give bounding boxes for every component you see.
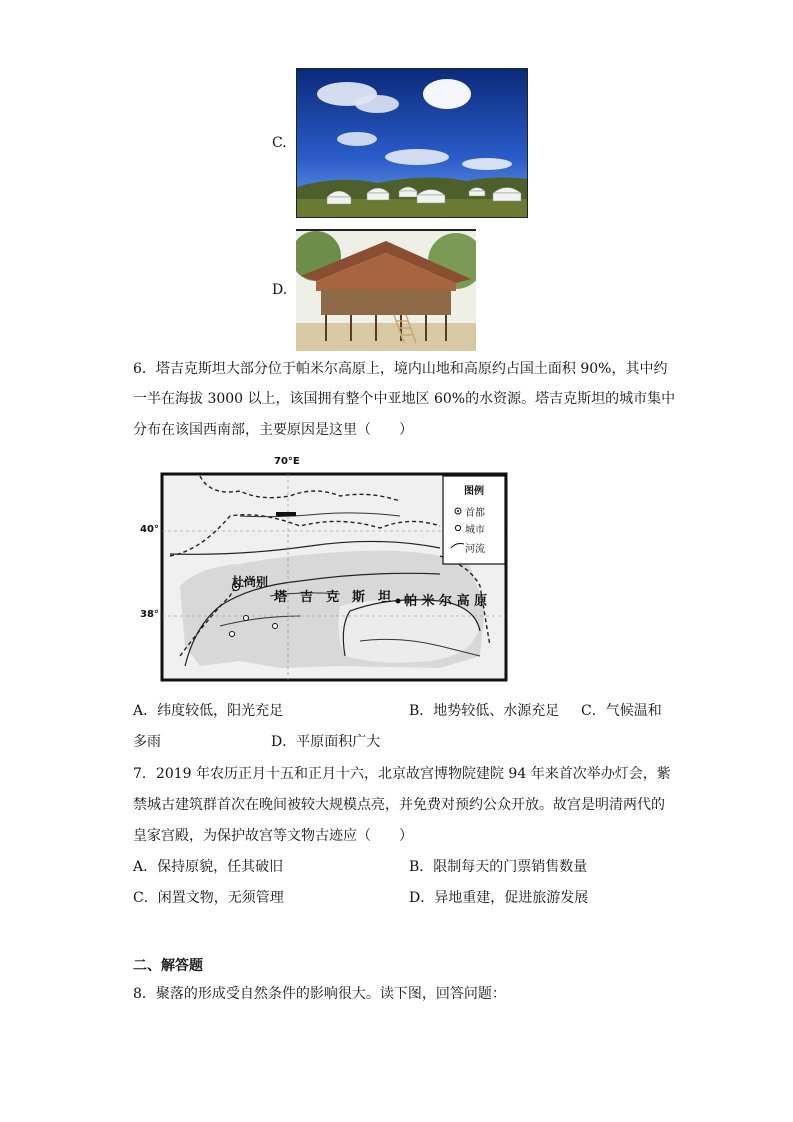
q7-option-c: C．闲置文物，无须管理	[133, 890, 284, 906]
option-c-label: C.	[272, 135, 287, 151]
capital-name: 杜尚别	[232, 575, 269, 589]
legend-city: 城市	[465, 525, 485, 536]
q6-line2: 一半在海拔 3000 以上，该国拥有整个中亚地区 60%的水资源。塔吉克斯坦的城市集中	[133, 391, 676, 407]
q6-option-c-part1: C．气候温和	[581, 703, 662, 719]
q8-text: 8．聚落的形成受自然条件的影响很大。读下图，回答问题：	[133, 986, 506, 1002]
q6-option-d: D．平原面积广大	[271, 734, 381, 750]
q6-option-c-part2: 多雨	[133, 734, 161, 750]
q7-line2: 禁城古建筑群首次在晚间被较大规模点亮，并免费对预约公众开放。故宫是明清两代的	[133, 797, 665, 813]
q7-line1: 7．2019 年农历正月十五和正月十六，北京故宫博物院建院 94 年来首次举办灯会，紫	[133, 766, 671, 782]
map-lat40-label: 40°	[140, 524, 159, 535]
country-name: 塔 吉 克 斯 坦	[274, 590, 392, 605]
yurts-photo	[296, 68, 528, 218]
legend-title: 图例	[464, 486, 484, 497]
q6-line1: 6．塔吉克斯坦大部分位于帕米尔高原上，境内山地和高原约占国土面积 90%，其中约	[133, 361, 668, 377]
q7-option-d: D．异地重建，促进旅游发展	[409, 890, 589, 906]
q7-line3: 皇家宫殿，为保护故宫等文物古迹应（ ）	[133, 828, 413, 844]
tajikistan-map	[140, 456, 510, 684]
map-lon-label: 70°E	[274, 456, 300, 467]
q6-option-a: A．纬度较低，阳光充足	[133, 703, 284, 719]
stilt-house-photo	[296, 229, 476, 351]
map-lat38-label: 38°	[140, 609, 159, 620]
option-d-label: D.	[272, 282, 288, 298]
q7-option-a: A．保持原貌，任其破旧	[133, 859, 284, 875]
q6-option-b: B．地势较低、水源充足	[409, 703, 560, 719]
q7-option-b: B．限制每天的门票销售数量	[409, 859, 588, 875]
section-title: 二、解答题	[133, 958, 203, 974]
q6-line3: 分布在该国西南部，主要原因是这里（ ）	[133, 422, 413, 438]
legend-capital: 首都	[465, 508, 485, 519]
legend-river: 河流	[465, 544, 485, 555]
plateau-name: 帕 米 尔 高 原	[404, 594, 488, 609]
